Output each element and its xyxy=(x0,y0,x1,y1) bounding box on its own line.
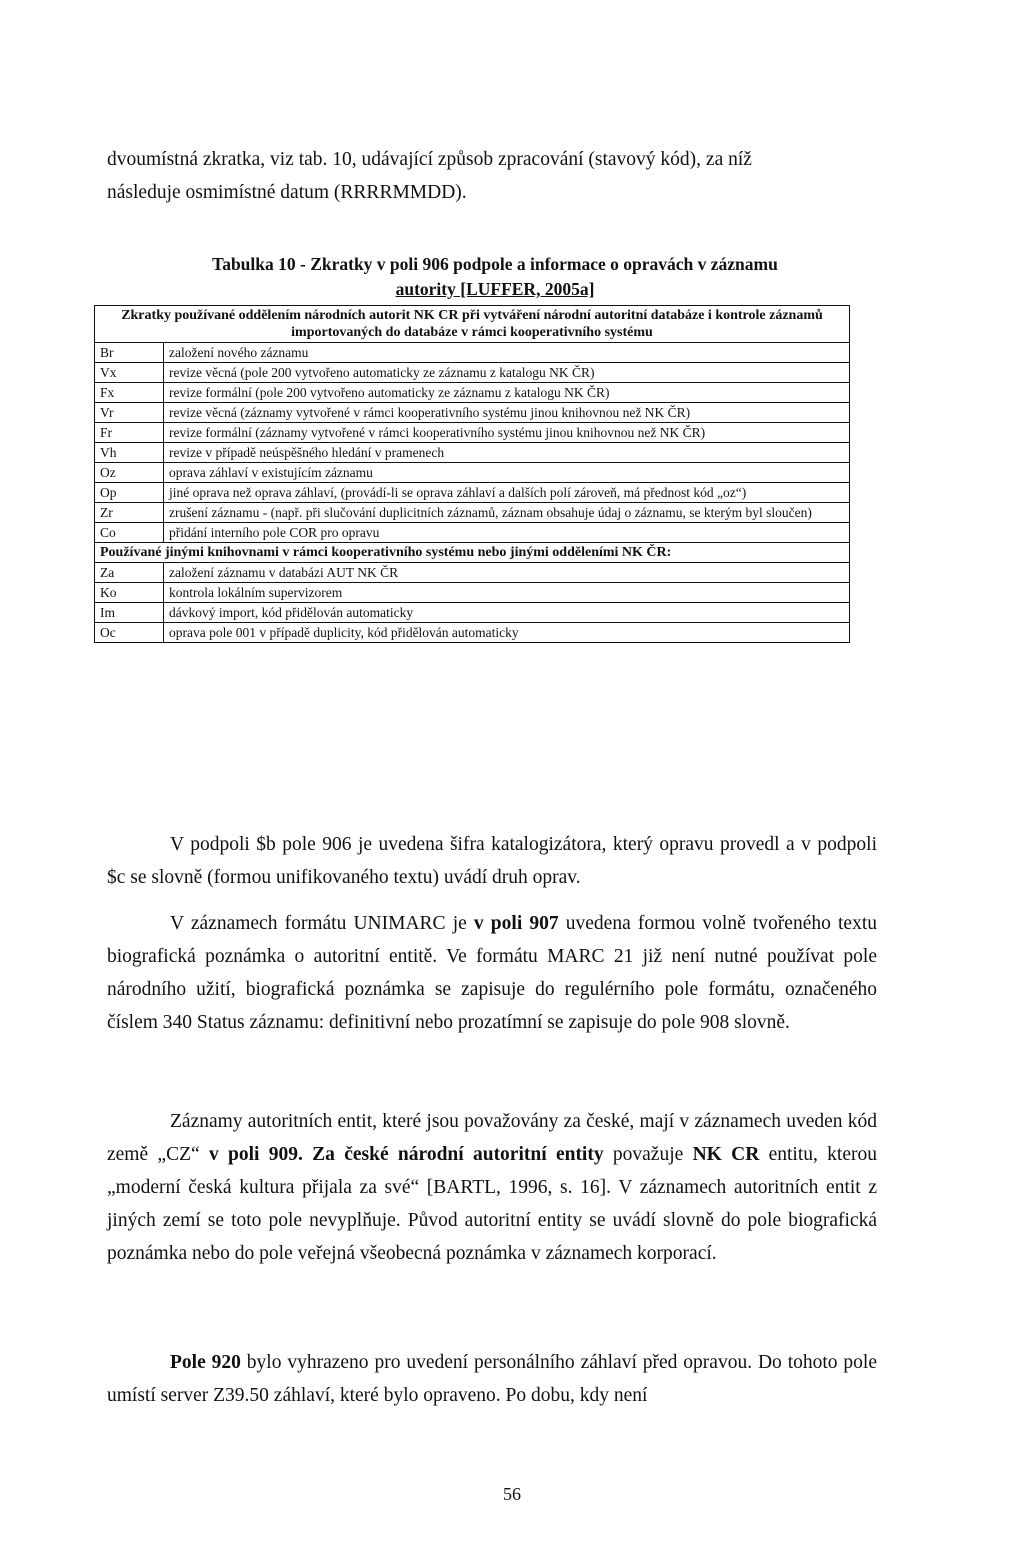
table-row xyxy=(95,483,850,503)
table-row xyxy=(95,463,850,483)
table-caption xyxy=(100,252,890,302)
paragraph-field-909 xyxy=(107,1105,877,1270)
paragraph-field-920 xyxy=(107,1346,877,1412)
abbr-description: revize formální (záznamy vytvořené v rámci kooperativního systému jinou knihovnou než NK ČR) xyxy=(164,423,850,443)
table-row xyxy=(95,603,850,623)
table-section-header-1: Zkratky používané oddělením národních autorit NK CR při vytváření národní autoritní databáze i kontrole záznamů importovaných do databáze v rámci kooperativního systému xyxy=(95,306,850,343)
table-row xyxy=(95,383,850,403)
abbr-description: oprava záhlaví v existujícím záznamu xyxy=(164,463,850,483)
table-row xyxy=(95,623,850,643)
abbr-code: Fx xyxy=(95,383,164,403)
abbr-code: Zr xyxy=(95,503,164,523)
table-row xyxy=(95,363,850,383)
paragraph-subfield-b: V podpoli $b pole 906 je uvedena šifra katalogizátora, který opravu provedl a v podpoli $c se slovně (formou unifikovaného textu) uvádí druh oprav. xyxy=(107,834,877,888)
caption-line-1: Tabulka 10 - Zkratky v poli 906 podpole a informace o opravách v záznamu xyxy=(212,254,778,274)
abbr-code: Br xyxy=(95,343,164,363)
abbr-description: revize formální (pole 200 vytvořeno automaticky ze záznamu z katalogu NK ČR) xyxy=(164,383,850,403)
abbr-description: revize věcná (záznamy vytvořené v rámci kooperativního systému jinou knihovnou než NK ČR) xyxy=(164,403,850,423)
abbr-code: Fr xyxy=(95,423,164,443)
abbr-code: Vx xyxy=(95,363,164,383)
p3-text-g: entitu, kterou „moderní česká kultura přijala za své“ [BARTL, 1996, s. 16]. V záznamech autoritních entit z jiných zemí se toto pole nevyplňuje. Původ autoritní entity se uvádí slovně do pole biografická poznámka nebo do pole veřejná všeobecná poznámka v záznamech korporací. xyxy=(107,1144,877,1264)
intro-line-1: dvoumístná zkratka, viz tab. 10, udávající způsob zpracování (stavový kód), za níž xyxy=(107,149,752,170)
abbr-description: založení nového záznamu xyxy=(164,343,850,363)
table-row xyxy=(95,443,850,463)
p2-text-a: V záznamech formátu UNIMARC je xyxy=(170,913,474,934)
table-header-row xyxy=(95,306,850,343)
p3-bold-phrase: Za české národní autoritní entity xyxy=(312,1144,604,1165)
p3-space xyxy=(303,1144,312,1165)
p3-text-a: Záznamy autoritních entit, které jsou považovány za české, mají v záznamech uveden kód země „CZ“ xyxy=(107,1111,877,1165)
abbr-description: přidání interního pole COR pro opravu xyxy=(164,523,850,543)
table-section-header-2: Používané jinými knihovnami v rámci kooperativního systému nebo jinými odděleními NK ČR: xyxy=(95,543,850,563)
table-row xyxy=(95,563,850,583)
abbr-description: dávkový import, kód přidělován automaticky xyxy=(164,603,850,623)
p2-text-c: uvedena formou volně tvořeného textu biografická poznámka o autoritní entitě. Ve formátu MARC 21 již není nutné používat pole národního užití, biografická poznámka se zapisuje do regulérního pole formátu, označeného číslem 340 Status záznamu: definitivní nebo prozatímní se zapisuje do pole 908 slovně. xyxy=(107,913,877,1033)
abbreviations-table-body xyxy=(95,306,850,643)
abbr-description: jiné oprava než oprava záhlaví, (provádí-li se oprava záhlaví a dalších polí zároveň, má přednost kód „oz“) xyxy=(164,483,850,503)
abbr-description: revize věcná (pole 200 vytvořeno automaticky ze záznamu z katalogu NK ČR) xyxy=(164,363,850,383)
abbr-code: Za xyxy=(95,563,164,583)
p2-bold-field: v poli 907 xyxy=(473,913,559,934)
abbr-description: kontrola lokálním supervizorem xyxy=(164,583,850,603)
abbr-description: oprava pole 001 v případě duplicity, kód přidělován automaticky xyxy=(164,623,850,643)
abbreviations-table xyxy=(94,305,850,643)
abbr-code: Ko xyxy=(95,583,164,603)
abbr-code: Im xyxy=(95,603,164,623)
p4-bold-field: Pole 920 xyxy=(170,1352,241,1373)
page-number: 56 xyxy=(503,1484,521,1504)
paragraph-field-907 xyxy=(107,907,877,1039)
p3-bold-nk: NK CR xyxy=(692,1144,760,1165)
abbr-code: Co xyxy=(95,523,164,543)
table-row xyxy=(95,583,850,603)
table-row xyxy=(95,523,850,543)
abbr-code: Oz xyxy=(95,463,164,483)
abbr-description: založení záznamu v databázi AUT NK ČR xyxy=(164,563,850,583)
p3-bold-field: v poli 909. xyxy=(208,1144,303,1165)
table-header-row xyxy=(95,543,850,563)
abbr-code: Op xyxy=(95,483,164,503)
abbr-code: Oc xyxy=(95,623,164,643)
p4-text-b: bylo vyhrazeno pro uvedení personálního záhlaví před opravou. Do tohoto pole umístí server Z39.50 záhlaví, které bylo opraveno. Po dobu, kdy není xyxy=(107,1352,878,1406)
abbr-description: revize v případě neúspěšného hledání v pramenech xyxy=(164,443,850,463)
caption-line-2: autority [LUFFER, 2005a] xyxy=(395,279,595,299)
abbr-description: zrušení záznamu - (např. při slučování duplicitních záznamů, záznam obsahuje údaj o záznamu, se kterým byl sloučen) xyxy=(164,503,850,523)
abbr-code: Vh xyxy=(95,443,164,463)
table-row xyxy=(95,423,850,443)
table-row xyxy=(95,403,850,423)
intro-line-2: následuje osmimístné datum (RRRRMMDD). xyxy=(107,182,467,203)
abbr-code: Vr xyxy=(95,403,164,423)
p3-text-e: považuje xyxy=(603,1144,693,1165)
intro-paragraph xyxy=(107,143,877,209)
table-row xyxy=(95,503,850,523)
table-row xyxy=(95,343,850,363)
